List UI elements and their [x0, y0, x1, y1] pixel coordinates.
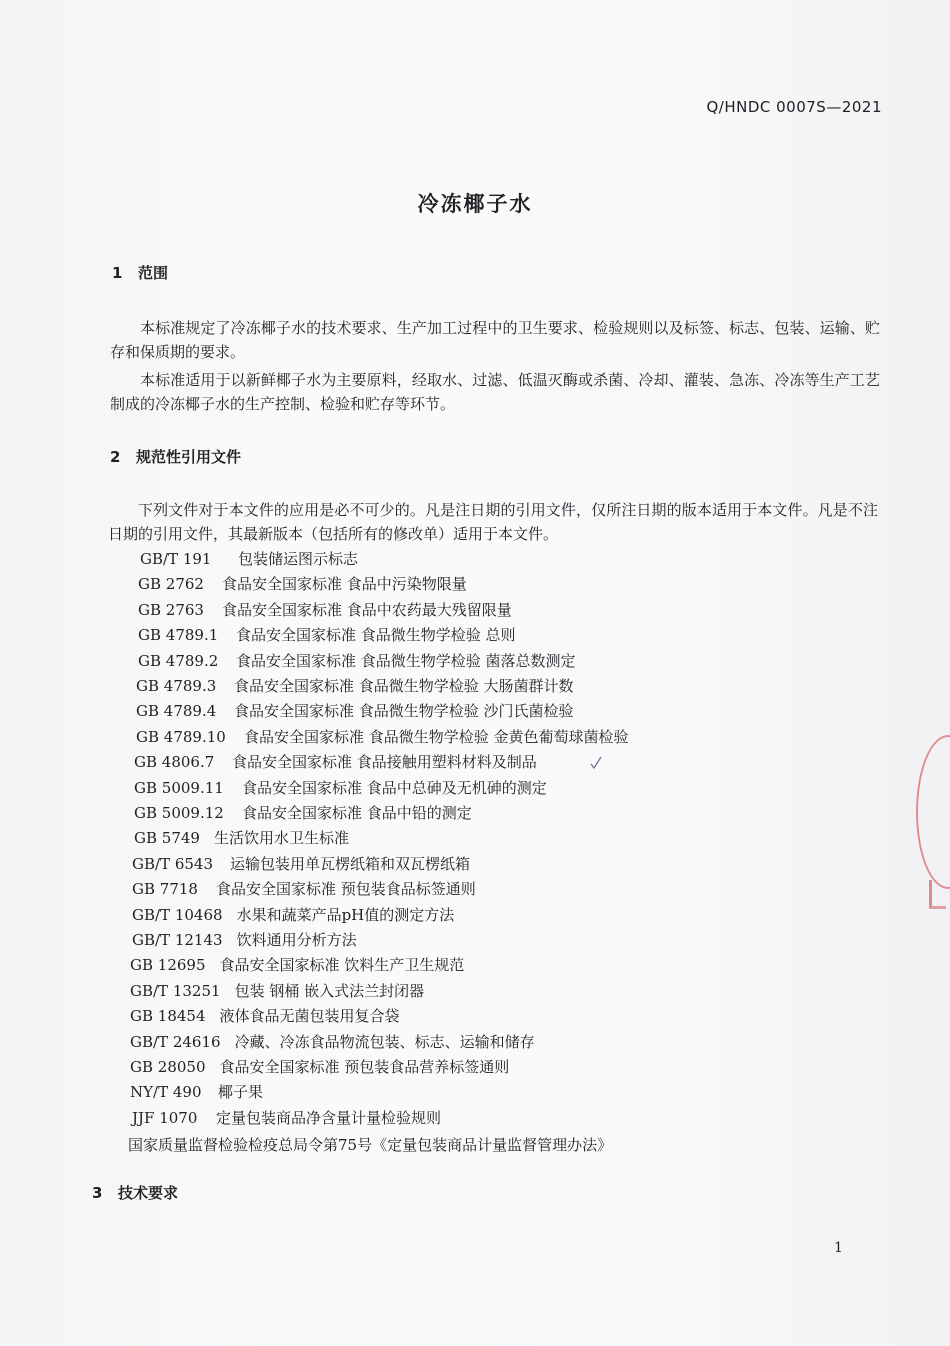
- section-title: 技术要求: [118, 1184, 179, 1202]
- reference-item: [134, 777, 547, 798]
- reference-title: 食品安全国家标准 食品中农药最大残留限量: [222, 601, 512, 619]
- reference-code: GB 2763: [138, 601, 204, 619]
- reference-item: [138, 573, 467, 594]
- reference-title: 生活饮用水卫生标准: [213, 829, 349, 847]
- seal-fragment-icon: [929, 880, 946, 909]
- reference-item: [136, 700, 574, 721]
- reference-item: [130, 1081, 263, 1102]
- reference-code: GB 4789.2: [138, 652, 219, 670]
- reference-item: [134, 802, 472, 823]
- reference-item: [130, 954, 464, 975]
- decree-reference: 国家质量监督检验检疫总局令第75号《定量包装商品计量监督管理办法》: [128, 1136, 613, 1154]
- reference-code: GB/T 13251: [130, 982, 221, 1000]
- reference-code: GB/T 24616: [130, 1033, 221, 1051]
- reference-title: 食品安全国家标准 食品微生物学检验 大肠菌群计数: [234, 677, 574, 695]
- reference-item: [136, 675, 574, 696]
- section-title: 范围: [138, 264, 169, 282]
- reference-item: [132, 878, 476, 899]
- document-number: Q/HNDC 0007S—2021: [706, 98, 882, 116]
- reference-item: [130, 1005, 400, 1026]
- handwritten-check-icon: [590, 756, 602, 770]
- scope-paragraph: 本标准适用于以新鲜椰子水为主要原料，经取水、过滤、低温灭酶或杀菌、冷却、灌装、急冻、冷冻等生产工艺制成的冷冻椰子水的生产控制、检验和贮存等环节。: [110, 371, 880, 413]
- reference-item: [140, 548, 358, 569]
- reference-code: GB 4789.4: [136, 702, 217, 720]
- reference-title: 冷藏、冷冻食品物流包装、标志、运输和储存: [234, 1033, 535, 1051]
- reference-code: GB/T 12143: [132, 931, 223, 949]
- reference-code: GB 4789.1: [138, 626, 219, 644]
- reference-title: 食品安全国家标准 食品中总砷及无机砷的测定: [242, 779, 547, 797]
- reference-code: GB 7718: [132, 880, 198, 898]
- reference-title: 食品安全国家标准 饮料生产卫生规范: [219, 956, 465, 974]
- reference-code: JJF 1070: [132, 1109, 198, 1127]
- reference-title: 食品安全国家标准 预包装食品标签通则: [216, 880, 476, 898]
- references-intro: 下列文件对于本文件的应用是必不可少的。凡是注日期的引用文件，仅所注日期的版本适用于本文件。凡是不注日期的引用文件，其最新版本（包括所有的修改单）适用于本文件。: [108, 501, 878, 543]
- reference-title: 食品安全国家标准 预包装食品营养标签通则: [219, 1058, 510, 1076]
- reference-item: [132, 904, 454, 925]
- reference-code: GB 4789.3: [136, 677, 217, 695]
- reference-title: 液体食品无菌包装用复合袋: [219, 1007, 400, 1025]
- section-title: 规范性引用文件: [136, 448, 242, 466]
- official-seal-icon: [916, 735, 950, 889]
- reference-code: GB 5009.12: [134, 804, 224, 822]
- reference-code: GB/T 6543: [132, 855, 214, 873]
- section-number: 1: [112, 264, 123, 282]
- reference-item: [136, 726, 629, 747]
- reference-item: [138, 599, 512, 620]
- reference-title: 包装储运图示标志: [238, 550, 359, 568]
- reference-item: [130, 1056, 509, 1077]
- reference-code: GB 12695: [130, 956, 206, 974]
- reference-item: [130, 980, 424, 1001]
- reference-title: 椰子果: [218, 1083, 264, 1101]
- reference-title: 食品安全国家标准 食品微生物学检验 菌落总数测定: [236, 652, 576, 670]
- reference-title: 水果和蔬菜产品pH值的测定方法: [236, 906, 455, 924]
- section-heading-references: [110, 446, 241, 467]
- document-title: 冷冻椰子水: [417, 192, 533, 216]
- section-number: 3: [92, 1184, 103, 1202]
- reference-item: [132, 929, 357, 950]
- reference-title: 食品安全国家标准 食品微生物学检验 金黄色葡萄球菌检验: [244, 728, 629, 746]
- section-number: 2: [110, 448, 121, 466]
- reference-item: [130, 1031, 535, 1052]
- reference-code: GB 18454: [130, 1007, 206, 1025]
- reference-item: [132, 853, 470, 874]
- section-heading-technical: [92, 1182, 178, 1203]
- reference-title: 定量包装商品净含量计量检验规则: [216, 1109, 442, 1127]
- page-number: 1: [834, 1240, 843, 1256]
- reference-code: GB 28050: [130, 1058, 206, 1076]
- scope-paragraph: 本标准规定了冷冻椰子水的技术要求、生产加工过程中的卫生要求、检验规则以及标签、标志、包装、运输、贮存和保质期的要求。: [110, 319, 880, 361]
- reference-code: GB 2762: [138, 575, 204, 593]
- reference-code: NY/T 490: [130, 1083, 202, 1101]
- reference-item: [138, 650, 576, 671]
- reference-item: [134, 827, 349, 848]
- reference-title: 食品安全国家标准 食品接触用塑料材料及制品: [232, 753, 537, 771]
- reference-code: GB 4806.7: [134, 753, 215, 771]
- reference-code: GB 5009.11: [134, 779, 224, 797]
- reference-title: 食品安全国家标准 食品微生物学检验 沙门氏菌检验: [234, 702, 574, 720]
- reference-title: 食品安全国家标准 食品中铅的测定: [242, 804, 472, 822]
- reference-code: GB 4789.10: [136, 728, 226, 746]
- reference-title: 包装 钢桶 嵌入式法兰封闭器: [234, 982, 425, 1000]
- reference-code: GB/T 10468: [132, 906, 223, 924]
- reference-code: GB 5749: [134, 829, 200, 847]
- reference-title: 食品安全国家标准 食品微生物学检验 总则: [236, 626, 516, 644]
- reference-code: GB/T 191: [140, 550, 212, 568]
- reference-title: 运输包装用单瓦楞纸箱和双瓦楞纸箱: [230, 855, 471, 873]
- reference-item: [134, 751, 537, 772]
- reference-item: [132, 1107, 441, 1128]
- reference-title: 食品安全国家标准 食品中污染物限量: [222, 575, 467, 593]
- reference-title: 饮料通用分析方法: [236, 931, 357, 949]
- section-heading-scope: [112, 262, 168, 283]
- reference-item: [138, 624, 516, 645]
